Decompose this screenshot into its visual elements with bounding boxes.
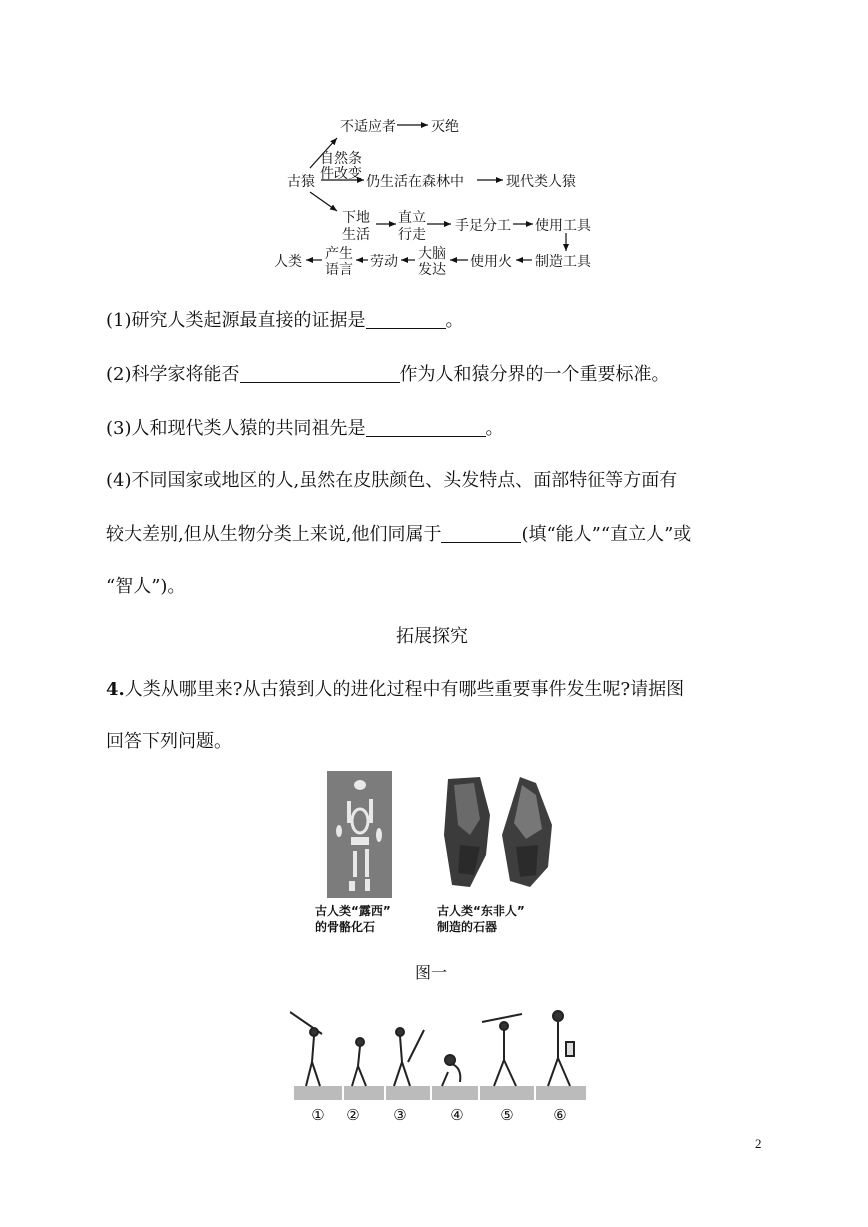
main-question-number: 4. (106, 679, 125, 700)
figure-label-5: ⑤ (500, 1106, 514, 1124)
question-2-text: (2)科学家将能否 (106, 364, 240, 385)
node-ground-line2: 生活 (342, 227, 370, 243)
figure-label-3: ③ (393, 1106, 407, 1124)
question-2 (106, 360, 670, 386)
question-3-text: (3)人和现代类人猿的共同祖先是 (106, 418, 366, 439)
node-modern-ape: 现代类人猿 (506, 174, 576, 190)
node-human: 人类 (274, 254, 302, 270)
question-1-end: 。 (445, 310, 464, 331)
caption-tools-line1: 古人类“东非人” (437, 904, 525, 918)
figure-label-4: ④ (450, 1106, 464, 1124)
question-1 (106, 306, 464, 332)
node-extinct: 灭绝 (431, 119, 459, 135)
node-brain-line2: 发达 (418, 262, 446, 278)
main-question-4-line1 (106, 675, 684, 701)
main-question-text: 人类从哪里来?从古猿到人的进化过程中有哪些重要事件发生呢?请据图 (124, 679, 685, 700)
node-upright-line1: 直立 (398, 210, 426, 226)
node-condition-line2: 件改变 (320, 166, 362, 182)
node-condition-line1: 自然条 (320, 151, 362, 167)
question-3-end: 。 (485, 418, 504, 439)
question-4-line2 (106, 520, 691, 546)
question-4-line1: (4)不同国家或地区的人,虽然在皮肤颜色、头发特点、面部特征等方面有 (106, 470, 678, 491)
figure-label-2: ② (346, 1106, 360, 1124)
node-language-line2: 语言 (325, 262, 353, 278)
section-title: 拓展探究 (396, 626, 468, 647)
answer-blank-2[interactable] (240, 364, 400, 383)
figure-1-title: 图一 (415, 963, 448, 982)
answer-blank-4[interactable] (441, 524, 521, 543)
lucy-fossil-image (327, 771, 392, 898)
main-question-4-line2: 回答下列问题。 (106, 731, 232, 752)
node-use-tools: 使用工具 (535, 218, 591, 234)
answer-blank-1[interactable] (366, 310, 446, 329)
node-upright-line2: 行走 (398, 227, 426, 243)
question-1-text: (1)研究人类起源最直接的证据是 (106, 310, 366, 331)
node-labor: 劳动 (370, 254, 398, 270)
diagram-arrows (0, 0, 868, 280)
question-4-options: (填“能人”“直立人”或 (521, 524, 692, 545)
caption-lucy-line2: 的骨骼化石 (315, 920, 376, 934)
answer-blank-3[interactable] (366, 418, 486, 437)
node-forest: 仍生活在森林中 (366, 174, 464, 190)
node-ancient-ape: 古猿 (287, 174, 315, 190)
node-use-fire: 使用火 (470, 254, 512, 270)
node-brain-line1: 大脑 (418, 246, 446, 262)
evolution-figures-image (290, 1002, 590, 1104)
question-4-text: 较大差别,但从生物分类上来说,他们同属于 (106, 524, 442, 545)
question-2-end: 作为人和猿分界的一个重要标准。 (399, 364, 670, 385)
stone-tools-image (440, 775, 558, 890)
figure-label-6: ⑥ (553, 1106, 567, 1124)
node-ground-line1: 下地 (342, 210, 370, 226)
question-4-line3: “智人”)。 (106, 576, 186, 597)
question-3 (106, 414, 504, 440)
caption-lucy-line1: 古人类“露西” (315, 904, 391, 918)
page-number: 2 (755, 1136, 762, 1151)
figure-label-1: ① (311, 1106, 325, 1124)
node-unfit: 不适应者 (340, 119, 396, 135)
node-language-line1: 产生 (325, 246, 353, 262)
caption-tools-line2: 制造的石器 (437, 920, 498, 934)
node-hand-foot: 手足分工 (455, 218, 511, 234)
node-make-tools: 制造工具 (535, 254, 591, 270)
